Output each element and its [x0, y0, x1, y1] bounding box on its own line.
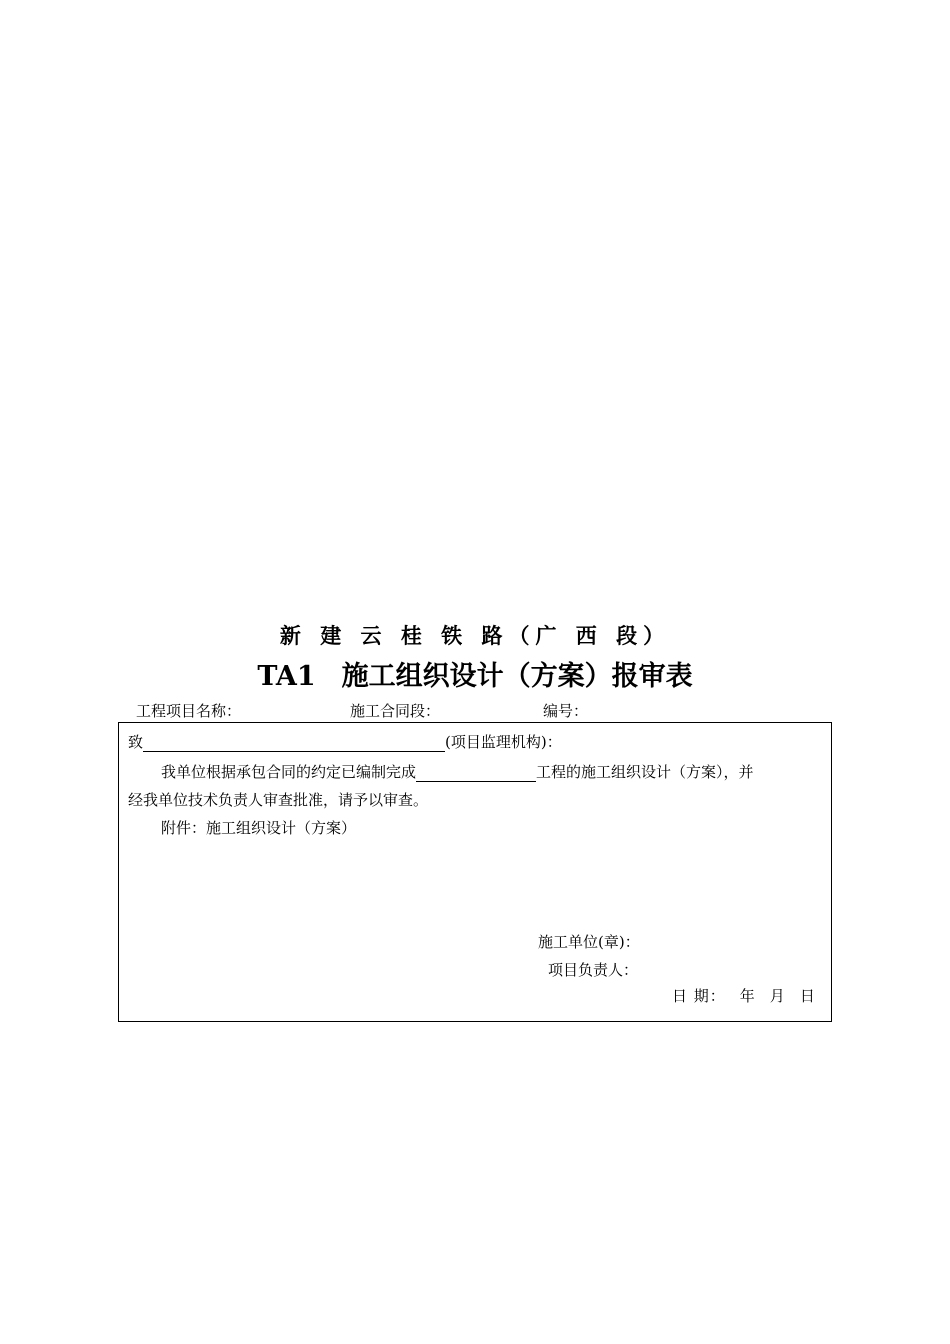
attachment-line: 附件：施工组织设计（方案） — [161, 819, 357, 837]
day-label: 日 — [799, 987, 816, 1005]
project-leader-label: 项目负责人： — [548, 961, 639, 979]
form-title-row — [0, 654, 950, 693]
body-line-2: 经我单位技术负责人审查批准，请予以审查。 — [128, 791, 429, 809]
addressee-blank[interactable] — [143, 735, 445, 752]
date-label: 日 期： — [672, 987, 726, 1005]
body-line-1 — [161, 761, 754, 782]
railway-title: 新 建 云 桂 铁 路（广 西 段） — [279, 624, 671, 648]
body-text-a: 我单位根据承包合同的约定已编制完成 — [161, 763, 417, 781]
form-box — [118, 722, 832, 1022]
to-prefix: 致 — [128, 733, 144, 751]
body-text-b: 工程的施工组织设计（方案），并 — [536, 763, 754, 781]
meta-row — [136, 700, 836, 722]
construction-unit-label: 施工单位(章)： — [538, 933, 640, 951]
project-blank[interactable] — [416, 765, 536, 782]
number-label: 编号： — [543, 702, 589, 720]
contract-section-label: 施工合同段： — [350, 702, 441, 720]
date-line — [672, 985, 816, 1006]
form-title: 施工组织设计（方案）报审表 — [341, 661, 693, 692]
addressee-line — [128, 731, 562, 752]
month-label: 月 — [769, 987, 786, 1005]
project-name-label: 工程项目名称： — [136, 702, 242, 720]
to-suffix: (项目监理机构)： — [445, 733, 562, 751]
year-label: 年 — [739, 987, 756, 1005]
form-code: TA1 — [257, 661, 316, 692]
